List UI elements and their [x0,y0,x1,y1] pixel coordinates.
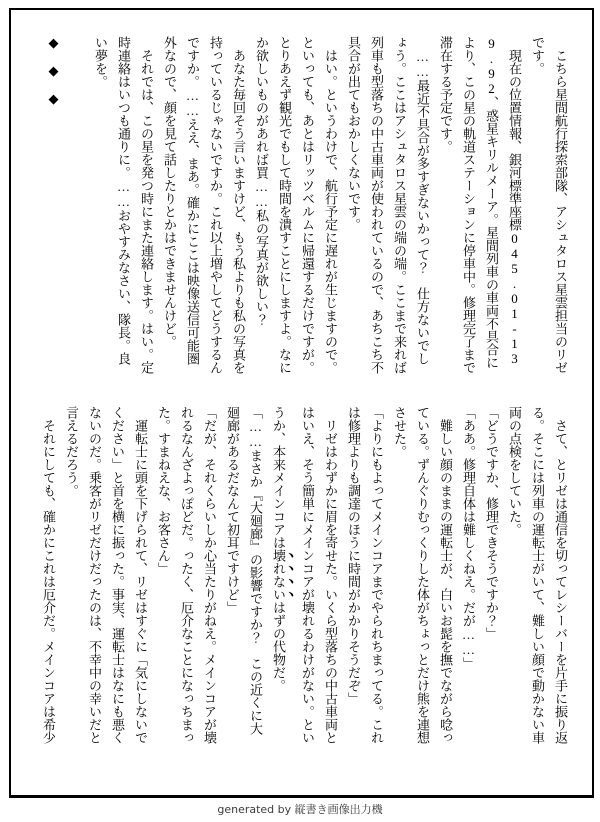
paragraph: それにしても、確かにこれは厄介だ。メインコアは希少 [41,419,56,744]
transmission-log-section [39,36,572,376]
paragraph: 現在の位置情報、銀河標準座標045.01-139.92、惑星キリルメーア。星間列車の車両不具合により、この星の軌道ステーションに停車中。修理完了まで滞在する予定です。 [438,36,522,374]
paragraph: それでは、この星を発つ時にまた連絡します。はい。定時連絡はいつも通りに。……おやすみなさい、隊長。良い夢を。 [93,36,154,374]
dialogue-paragraph: 「だが、それくらいしか心当たりがねえ。メインコアが壊れるなんざよっぽどだ。ったく、厄介なことになっちまった。すまねえな、お客さん」 [156,406,217,744]
emphasized-text: 壊れない [271,549,286,601]
paragraph: こちら星間航行探索部隊、アシュタロス星雲担当のリゼです。 [530,36,568,374]
paragraph: はい。というわけで、航行予定に遅れが生じますので。といっても、あとはリッツベルムに帰還するだけですが。とりあえず観光でもして時間を潰すことにしますよ。なにか欲しいものがあれば買……私の写真が欲しい？ [254,36,338,374]
paragraph: 運転士に頭を下げられて、リゼはすぐに「気にしないでください」と首を横に振った。事実、運転士はなにも悪くないのだ。乗客がリゼだけだったのは、不幸中の幸いだと言えるだろう。 [64,406,148,744]
paragraph-text: リゼはわずかに眉を寄せた。いくら型落ちの中古車両とはいえ、そう簡単にメインコアが壊れるわけがない。というか、本来メインコアは [271,406,338,744]
scene-break-diamonds: ◆ ◆ ◆ [47,36,62,107]
paragraph [267,406,342,746]
dialogue-paragraph: 「ああ。修理自体は難しくねえ。だが……」 [461,406,476,670]
paragraph: さて、とリゼは通信を切ってレシーバーを片手に振り返る。そこには列車の運転士がいて、難しい顔で動かない車両の点検をしていた。 [507,406,568,744]
paragraph: 難しい顔のままの運転士が、白いお髭を撫でながら唸っている。ずんぐりむっくりした体がちょっとだけ熊を連想させた。 [392,406,453,744]
paragraph: あなた毎回そう言いますけど、もう私よりも私の写真を持っているじゃないですか。これ以上増やしてどうするんですか。……ええ、まあ。確かにここは映像送信可能圏外なので、顔を見て話したりとかはできませんけど。 [162,36,246,374]
paragraph: ……最近不具合が多すぎないかって？ 仕方ないでしょう。ここはアシュタロス星雲の端の端。ここまで来れば列車も型落ちの中古車両が使われているので、あちこち不具合が出てもおかしくないです。 [346,36,430,374]
narrative-section [39,406,572,746]
page-frame [9,8,594,798]
dialogue-paragraph: 「……まさか『大廻廊』の影響ですか？ この近くに大廻廊があるだなんて初耳ですけど」 [225,406,263,735]
dialogue-paragraph: 「よりにもよってメインコアまでやられちまってる。これは修理よりも調達のほうに時間がかかりそうだぞ」 [346,406,384,744]
generator-credit: generated by 縦書き画像出力機 [217,803,383,816]
dialogue-paragraph: 「どうですか、修理できそうですか？」 [484,406,499,640]
paragraph-text: はずの代物だ。 [271,601,286,692]
